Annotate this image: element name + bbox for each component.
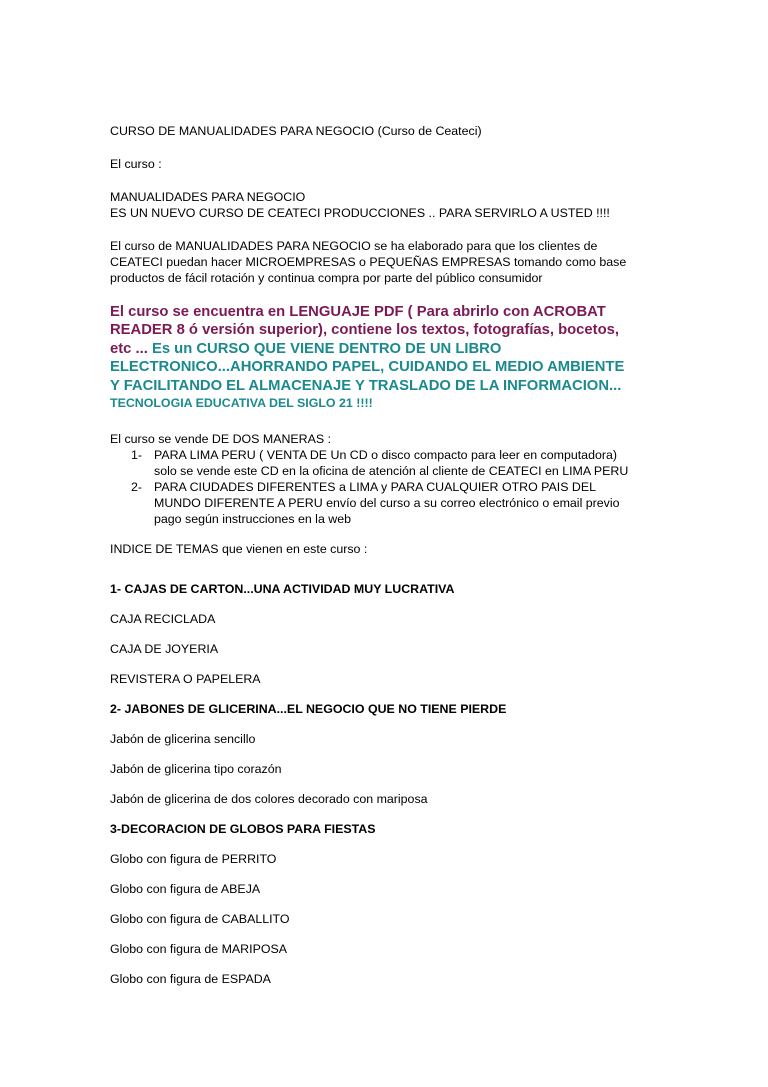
highlight-teal-small: TECNOLOGIA EDUCATIVA DEL SIGLO 21 !!!! <box>110 396 373 411</box>
topic-item: Globo con figura de PERRITO <box>110 852 277 867</box>
topic-item: CAJA DE JOYERIA <box>110 642 219 657</box>
topic-heading: 1- CAJAS DE CARTON...UNA ACTIVIDAD MUY LUCRATIVA <box>110 582 455 597</box>
sale-way-number: 1- <box>131 448 143 463</box>
topic-item: REVISTERA O PAPELERA <box>110 672 261 687</box>
document-title: CURSO DE MANUALIDADES PARA NEGOCIO (Curso de Ceateci) <box>110 124 482 138</box>
document-page <box>110 123 670 1001</box>
description-line: productos de fácil rotación y continua compra por parte del público consumidor <box>110 271 543 285</box>
sale-way-line: PARA LIMA PERU ( VENTA DE Un CD o disco compacto para leer en computadora) <box>154 448 618 463</box>
intro-line: ES UN NUEVO CURSO DE CEATECI PRODUCCIONES .. PARA SERVIRLO A USTED !!!! <box>110 206 610 220</box>
highlight-teal-line: Y FACILITANDO EL ALMACENAJE Y TRASLADO DE LA INFORMACION... <box>110 377 622 394</box>
highlight-purple-line: READER 8 ó versión superior), contiene los textos, fotografías, bocetos, <box>110 322 619 339</box>
sale-way-item <box>110 479 670 527</box>
sale-ways-list <box>110 447 670 527</box>
index-heading: INDICE DE TEMAS que vienen en este curso : <box>110 542 368 557</box>
topic-item: Globo con figura de ABEJA <box>110 882 261 897</box>
sale-heading: El curso se vende DE DOS MANERAS : <box>110 432 332 447</box>
sale-way-line: pago según instrucciones en la web <box>154 512 352 527</box>
highlight-teal-line: ELECTRONICO...AHORRANDO PAPEL, CUIDANDO EL MEDIO AMBIENTE <box>110 359 625 376</box>
intro-paragraph <box>110 189 670 221</box>
sale-way-line: PARA CIUDADES DIFERENTES a LIMA y PARA CUALQUIER OTRO PAIS DEL <box>154 480 597 495</box>
sale-way-line: solo se vende este CD en la oficina de atención al cliente de CEATECI en LIMA PERU <box>154 464 629 479</box>
highlight-purple-line: El curso se encuentra en LENGUAJE PDF ( Para abrirlo con ACROBAT <box>110 304 606 320</box>
topic-item: Jabón de glicerina de dos colores decorado con mariposa <box>110 792 428 807</box>
course-label: El curso : <box>110 157 162 171</box>
sale-way-number: 2- <box>131 480 143 495</box>
description-line: CEATECI puedan hacer MICROEMPRESAS o PEQUEÑAS EMPRESAS tomando como base <box>110 255 627 269</box>
topic-item: Jabón de glicerina sencillo <box>110 732 256 747</box>
topic-item: Globo con figura de CABALLITO <box>110 912 290 927</box>
topic-item: Jabón de glicerina tipo corazón <box>110 762 282 777</box>
topic-item: CAJA RECICLADA <box>110 612 216 627</box>
intro-line: MANUALIDADES PARA NEGOCIO <box>110 190 306 204</box>
highlight-paragraph <box>110 303 670 411</box>
sale-way-line: MUNDO DIFERENTE A PERU envío del curso a su correo electrónico o email previo <box>154 496 620 511</box>
highlight-purple-line: etc ... <box>110 340 152 357</box>
topic-item: Globo con figura de ESPADA <box>110 972 271 987</box>
topic-heading: 2- JABONES DE GLICERINA...EL NEGOCIO QUE NO TIENE PIERDE <box>110 702 507 717</box>
sale-way-item <box>110 447 670 479</box>
topic-heading: 3-DECORACION DE GLOBOS PARA FIESTAS <box>110 822 376 837</box>
description-paragraph <box>110 238 670 286</box>
highlight-teal-inline: Es un CURSO QUE VIENE DENTRO DE UN LIBRO <box>151 340 502 357</box>
topic-item: Globo con figura de MARIPOSA <box>110 942 287 957</box>
description-line: El curso de MANUALIDADES PARA NEGOCIO se ha elaborado para que los clientes de <box>110 239 598 253</box>
